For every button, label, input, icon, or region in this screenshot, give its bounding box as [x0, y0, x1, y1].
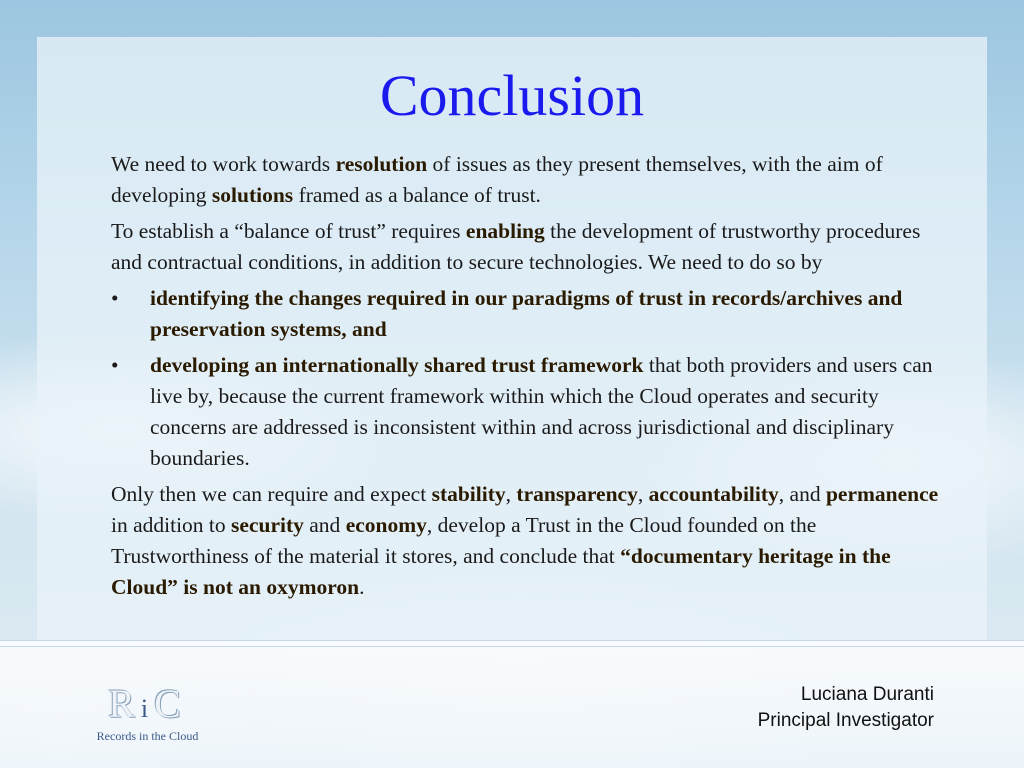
bullet-mark: • — [111, 353, 119, 377]
footer-divider — [0, 640, 1024, 641]
bold-term: identifying the changes required in our paradigms of trust in records/archives and preservation systems, and — [150, 286, 903, 341]
author-role: Principal Investigator — [757, 710, 934, 731]
logo-letter-r: R — [108, 681, 141, 726]
text-run: , — [637, 482, 649, 506]
bullet-mark: • — [111, 286, 119, 310]
slide-body — [111, 149, 941, 608]
text-run: Only then we can require and expect — [111, 482, 432, 506]
logo-letters — [90, 681, 205, 729]
bold-term: resolution — [335, 152, 428, 176]
text-run: the development of trustworthy procedures and contractual conditions, in addition to secure technologies. We need to do so by — [111, 219, 921, 274]
bold-term: enabling — [465, 219, 545, 243]
bold-term: transparency — [516, 482, 638, 506]
text-run: , — [505, 482, 517, 506]
text-run: in addition to — [111, 513, 232, 537]
logo-tagline: Records in the Cloud — [96, 729, 199, 743]
bullet-item-framework — [111, 350, 941, 474]
slide-title: Conclusion — [379, 63, 645, 128]
paragraph-only-then — [111, 479, 941, 603]
text-run: that both providers and users can live by, because the current framework within which the Cloud operates and security concerns are addressed is inconsistent within and across jurisdictional and disciplinary boundaries. — [150, 353, 933, 470]
text-run: and — [303, 513, 346, 537]
footer-divider-secondary — [0, 646, 1024, 647]
bold-term: economy — [345, 513, 427, 537]
text-run: framed as a balance of trust. — [293, 183, 541, 207]
text-run: . — [359, 575, 365, 599]
bold-term: accountability — [648, 482, 779, 506]
text-run: , and — [778, 482, 826, 506]
text-run: We need to work towards — [111, 152, 336, 176]
bold-term: developing an internationally shared trust framework — [150, 353, 644, 377]
paragraph-resolution — [111, 149, 941, 211]
logo-letter-c: C — [154, 681, 187, 726]
bold-term: security — [231, 513, 304, 537]
ric-logo — [90, 681, 205, 744]
bold-term: “documentary heritage in the Cloud” is not an oxymoron — [111, 544, 891, 599]
author-block — [758, 682, 934, 734]
bold-term: permanence — [825, 482, 939, 506]
text-run: , develop a Trust in the Cloud founded on the Trustworthiness of the material it stores, and conclude that — [111, 513, 817, 568]
text-run: To establish a “balance of trust” requires — [111, 219, 466, 243]
bold-term: solutions — [211, 183, 294, 207]
author-name: Luciana Duranti — [800, 684, 934, 705]
bold-term: stability — [431, 482, 506, 506]
text-run: of issues as they present themselves, with the aim of developing — [111, 152, 883, 207]
bullet-item-paradigms — [111, 283, 941, 345]
paragraph-balance-of-trust — [111, 216, 941, 278]
logo-letter-i: i — [140, 694, 155, 723]
